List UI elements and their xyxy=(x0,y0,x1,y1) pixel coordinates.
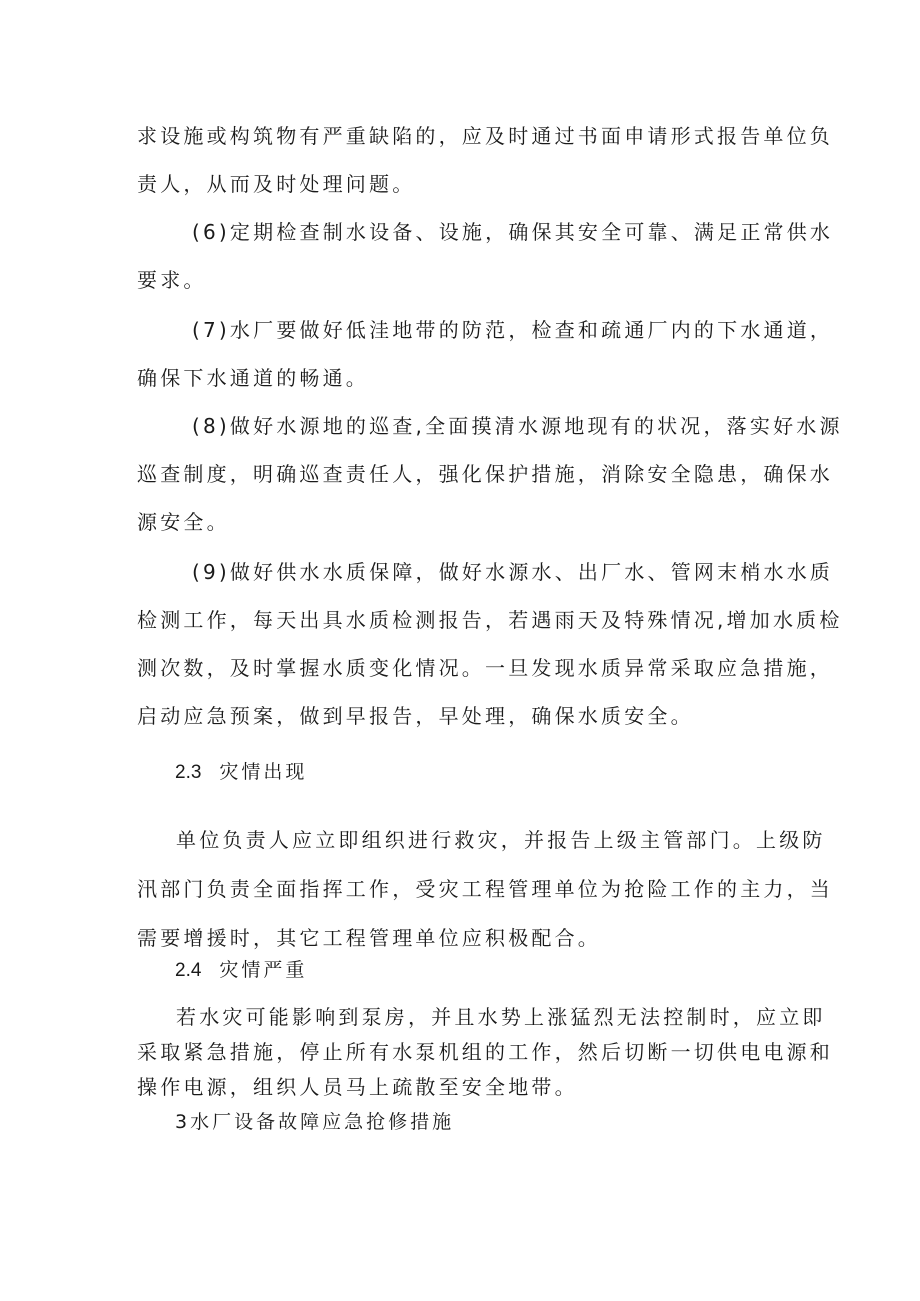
list-item-6: (6)定期检查制水设备、设施，确保其安全可靠、满足正常供水 xyxy=(192,220,834,244)
text-line: 求设施或构筑物有严重缺陷的，应及时通过书面申请形式报告单位负 xyxy=(137,124,833,148)
section-number: 2.4 xyxy=(175,960,202,981)
paragraph-line: 单位负责人应立即组织进行救灾，并报告上级主管部门。上级防 xyxy=(176,828,826,852)
section-title: 灾情严重 xyxy=(219,959,308,981)
text-line: 确保下水通道的畅通。 xyxy=(137,366,369,390)
list-item-8: (8)做好水源地的巡查,全面摸清水源地现有的状况，落实好水源 xyxy=(192,414,843,438)
section-title: 灾情出现 xyxy=(219,761,308,783)
section-heading-2-4 xyxy=(175,958,307,983)
text-line: 需要增援时，其它工程管理单位应积极配合。 xyxy=(137,926,601,950)
text-line: 测次数，及时掌握水质变化情况。一旦发现水质异常采取应急措施， xyxy=(137,656,833,680)
section-title-3: 3水厂设备故障应急抢修措施 xyxy=(175,1111,455,1133)
text-line: 操作电源，组织人员马上疏散至安全地带。 xyxy=(137,1075,578,1099)
text-line: 采取紧急措施，停止所有水泵机组的工作，然后切断一切供电电源和 xyxy=(137,1040,833,1064)
section-heading-2-3 xyxy=(175,760,307,785)
paragraph-line: 若水灾可能影响到泵房，并且水势上涨猛烈无法控制时，应立即 xyxy=(176,1005,826,1029)
text-line: 启动应急预案，做到早报告，早处理，确保水质安全。 xyxy=(137,704,694,728)
text-line: 责人，从而及时处理问题。 xyxy=(137,172,416,196)
list-item-9: (9)做好供水水质保障，做好水源水、出厂水、管网末梢水水质 xyxy=(192,560,834,584)
section-number: 2.3 xyxy=(175,762,202,783)
text-line: 汛部门负责全面指挥工作，受灾工程管理单位为抢险工作的主力，当 xyxy=(137,877,833,901)
text-line: 巡查制度，明确巡查责任人，强化保护措施，消除安全隐患，确保水 xyxy=(137,462,833,486)
text-line: 源安全。 xyxy=(137,510,230,534)
list-item-7: (7)水厂要做好低洼地带的防范，检查和疏通厂内的下水通道， xyxy=(192,318,834,342)
text-line: 要求。 xyxy=(137,268,207,292)
text-line: 检测工作，每天出具水质检测报告，若遇雨天及特殊情况,增加水质检 xyxy=(137,608,843,632)
